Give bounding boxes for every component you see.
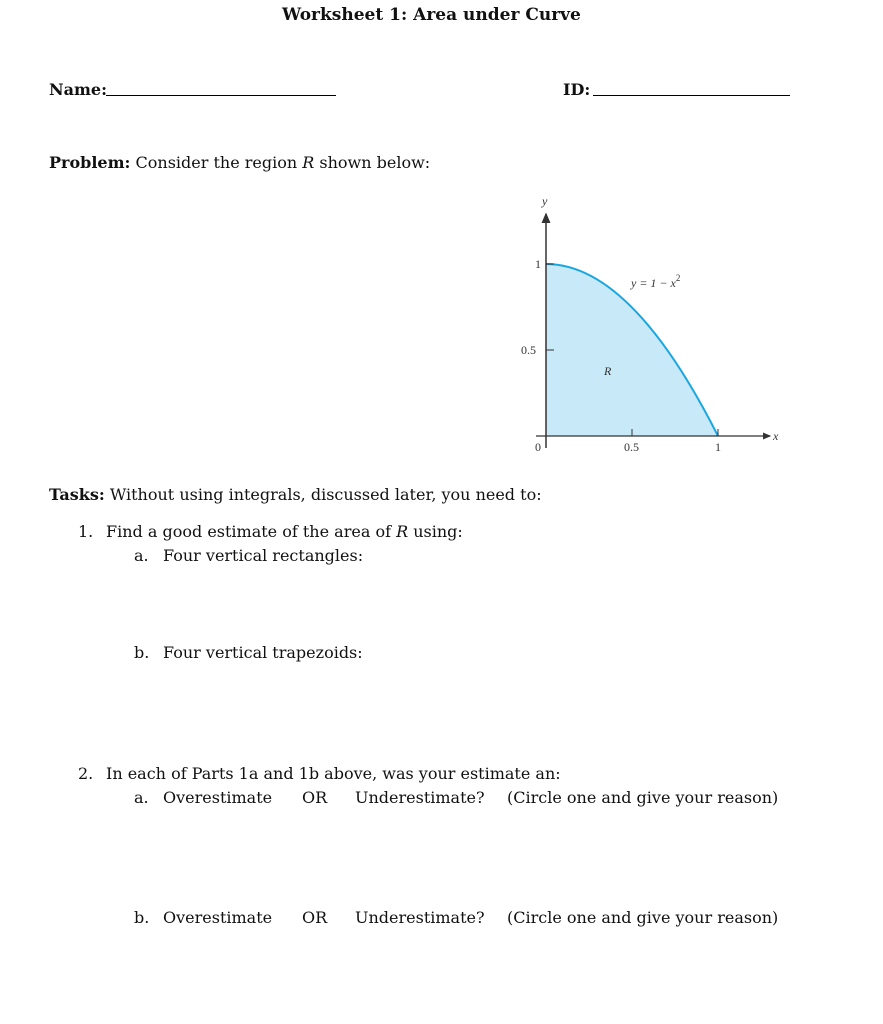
id-label: ID: <box>563 80 591 99</box>
curve-label-text: y = 1 − x <box>631 276 676 290</box>
task-2b-under[interactable]: Underestimate? <box>355 908 485 927</box>
task-1-text-after: using: <box>413 522 463 541</box>
y-tick-label-1: 1 <box>535 257 541 271</box>
name-label: Name: <box>49 80 108 99</box>
task-2b-letter: b. <box>134 908 150 927</box>
task-2b-or: OR <box>302 908 328 927</box>
task-1-number: 1. <box>78 522 94 541</box>
task-1b-letter: b. <box>134 643 150 662</box>
task-1a-text: Four vertical rectangles: <box>163 546 364 565</box>
tasks-label: Tasks: <box>49 485 105 504</box>
task-1a-letter: a. <box>134 546 149 565</box>
task-2a-under[interactable]: Underestimate? <box>355 788 485 807</box>
y-tick-label-05: 0.5 <box>521 343 536 357</box>
problem-statement <box>49 153 430 172</box>
problem-label: Problem: <box>49 153 131 172</box>
tasks-intro <box>49 485 542 504</box>
tasks-intro-text: Without using integrals, discussed later, you need to: <box>109 485 542 504</box>
task-2-text: In each of Parts 1a and 1b above, was your estimate an: <box>106 764 561 783</box>
task-1b-text: Four vertical trapezoids: <box>163 643 363 662</box>
problem-text-after: shown below: <box>319 153 431 172</box>
task-1-var: R <box>396 522 409 541</box>
task-2b-reason: (Circle one and give your reason) <box>507 908 779 927</box>
task-2-number: 2. <box>78 764 94 783</box>
curve-label <box>630 273 680 290</box>
task-2a-or: OR <box>302 788 328 807</box>
task-1-text <box>106 522 463 541</box>
name-field[interactable] <box>106 95 336 96</box>
x-tick-label-05: 0.5 <box>624 440 639 454</box>
task-2a-letter: a. <box>134 788 149 807</box>
task-1-text-before: Find a good estimate of the area of <box>106 522 391 541</box>
worksheet-title: Worksheet 1: Area under Curve <box>282 5 581 25</box>
task-2a-over[interactable]: Overestimate <box>163 788 273 807</box>
task-2b-over[interactable]: Overestimate <box>163 908 273 927</box>
x-axis-label: x <box>773 429 779 443</box>
id-field[interactable] <box>593 95 790 96</box>
x-tick-label-1: 1 <box>715 440 721 454</box>
task-2a-reason: (Circle one and give your reason) <box>507 788 779 807</box>
region-label: R <box>604 364 612 378</box>
problem-var: R <box>302 153 315 172</box>
problem-text-before: Consider the region <box>135 153 298 172</box>
y-axis-label: y <box>542 194 548 208</box>
region-figure <box>500 190 800 470</box>
x-tick-label-0: 0 <box>535 440 541 454</box>
curve-label-exp: 2 <box>675 273 681 283</box>
